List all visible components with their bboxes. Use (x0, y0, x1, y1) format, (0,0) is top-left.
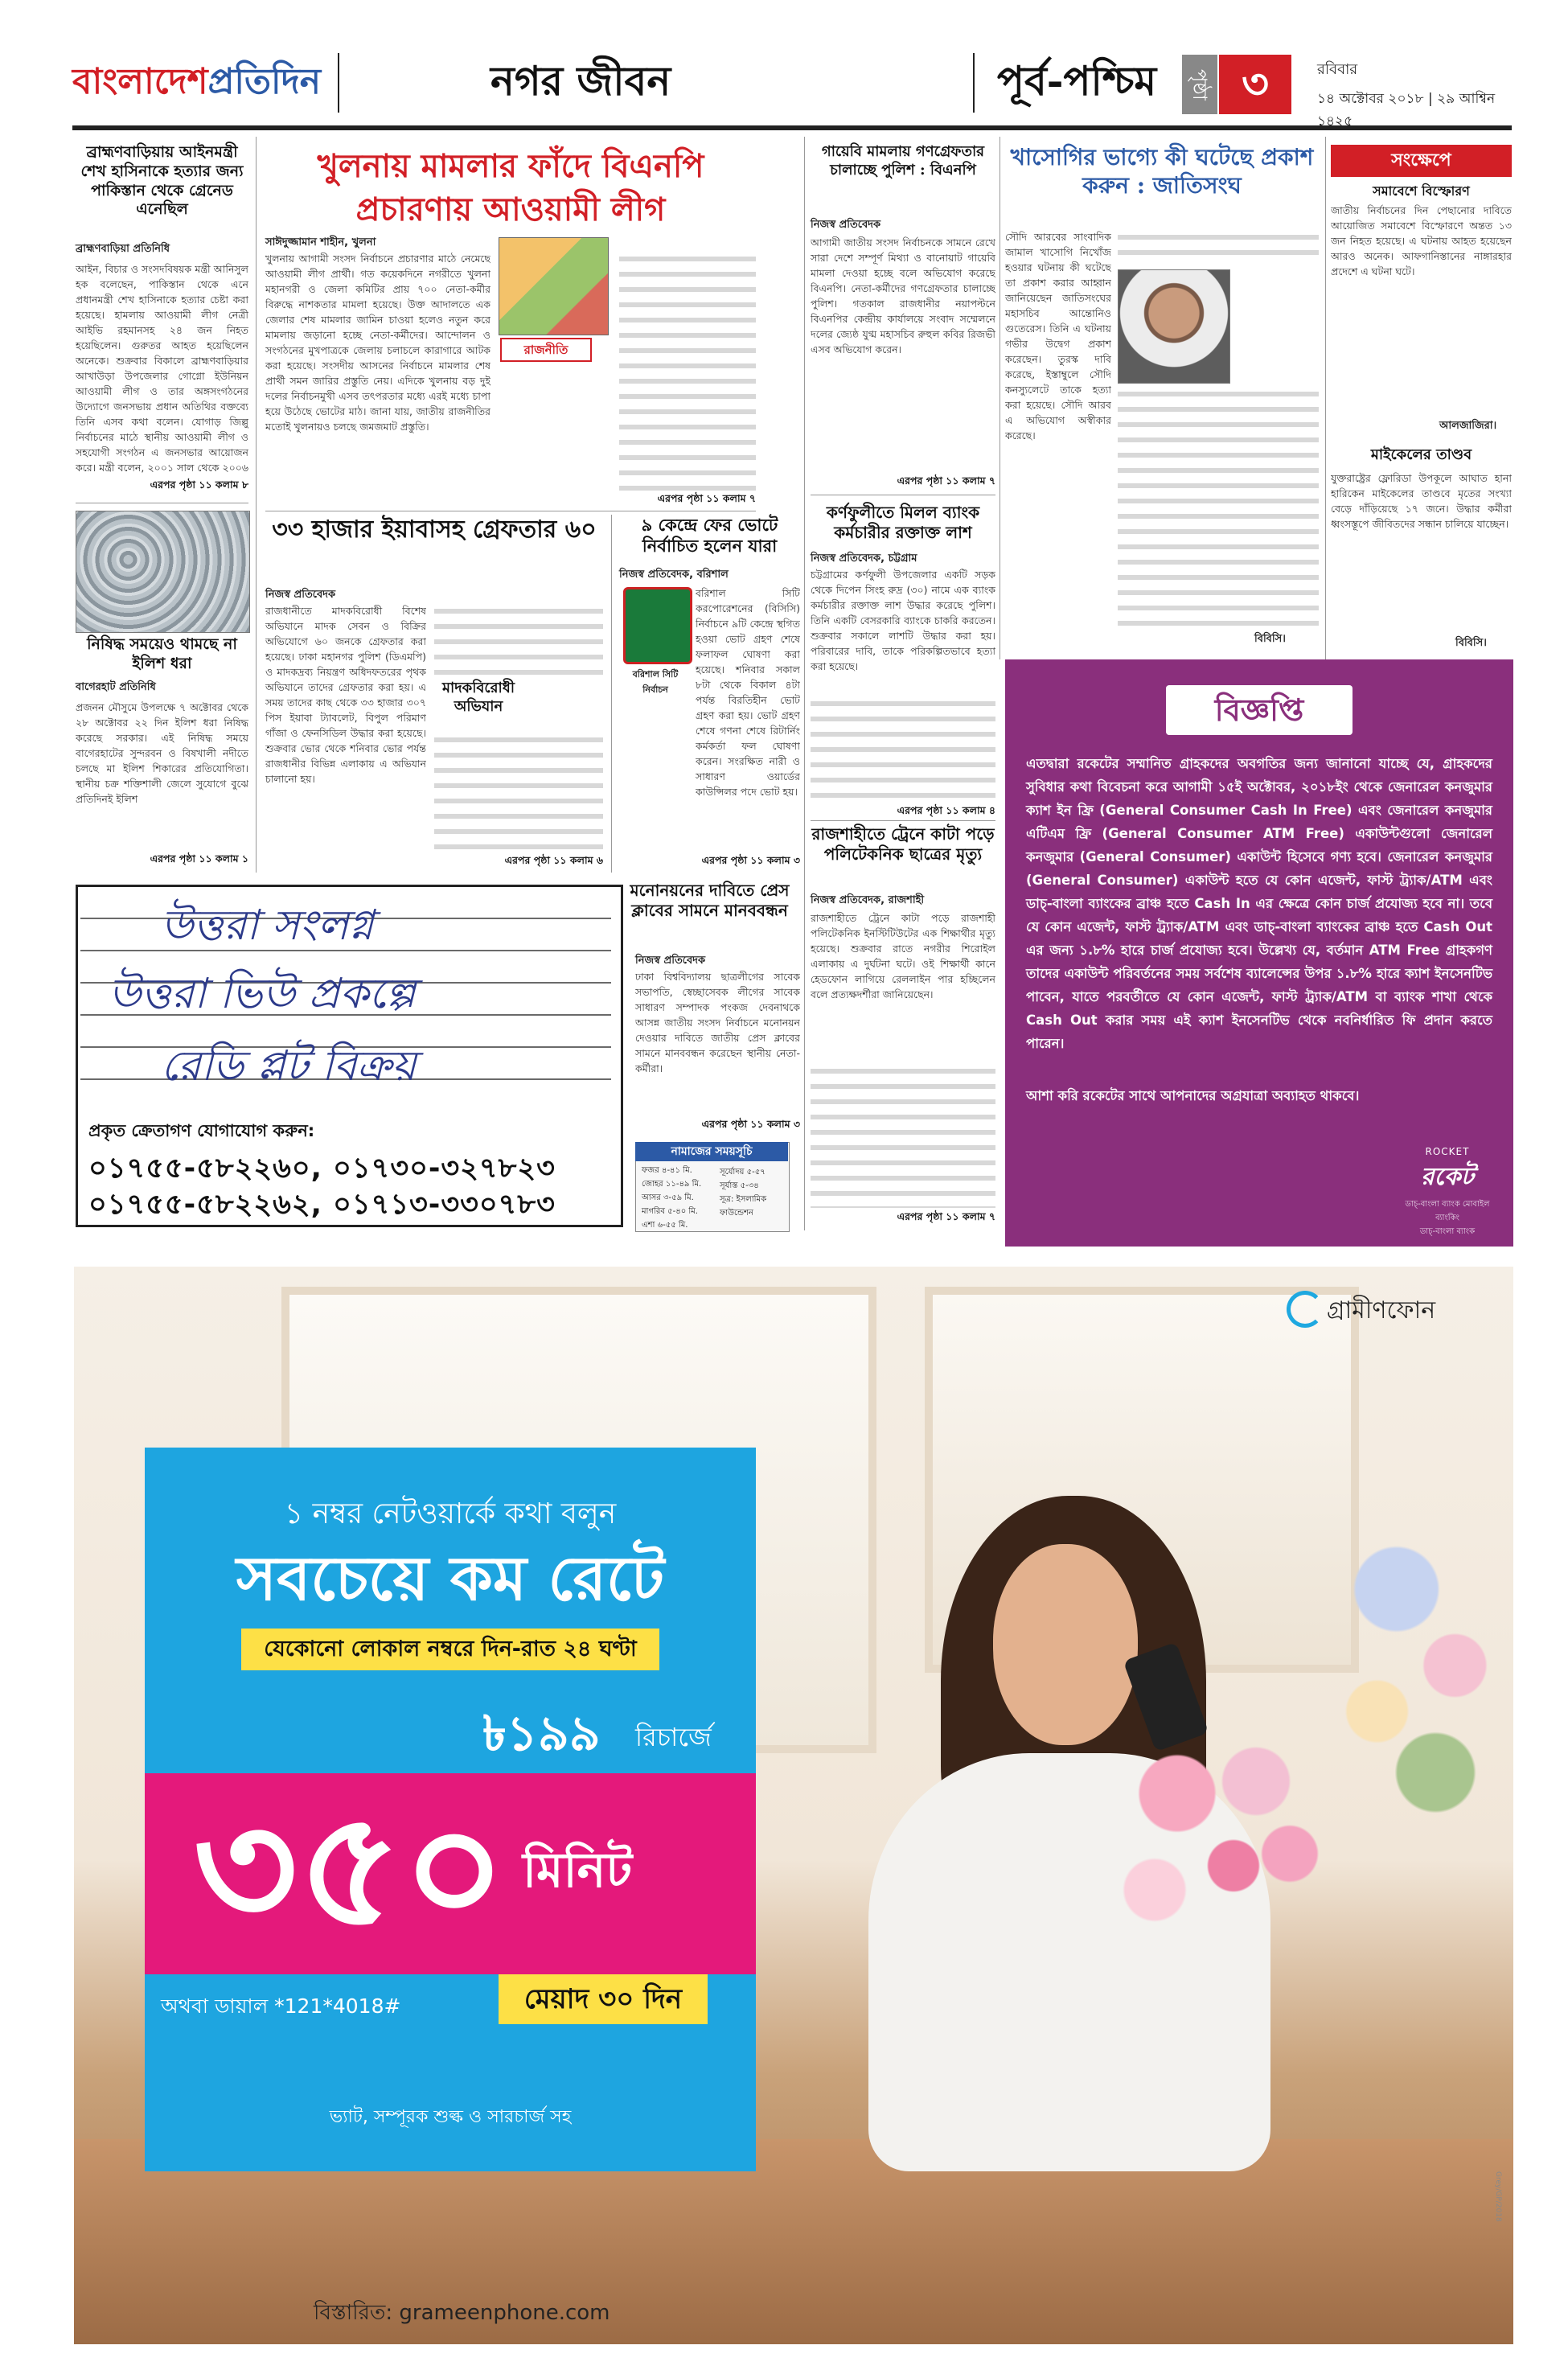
offer-price: ৳১৯৯ (482, 1706, 601, 1762)
prayer-row (642, 1178, 714, 1192)
prayer-time: ১১-৪৯ মি. (665, 1180, 702, 1189)
rocket-brand-sign: ডাচ্-বাংলা ব্যাংক (1419, 1227, 1476, 1236)
lead-body: খুলনায় আগামী সংসদ নির্বাচনে প্রচারণার মাঠে নেমেছে আওয়ামী লীগ প্রার্থী। গত কয়েকদিনে নগরীতে খুলনা মহানগরী ও জেলা কমিটির প্রায় ৭০০ নেতা-কর্মীর বিরুদ্ধে নাশকতার মামলা হয়েছে। উক্ত আদালতে এক জেলার শেষ মামলার জামিন চাওয়া হলেও নতুন করে মামলায় জড়ানো হচ্ছে নেতা-কর্মীদের। আন্দোলন ও সংগঠনের মুখপাত্রকে জেলায় চলাচলে কারাগারে আটক করা হয়েছে। সংসদীয় আসনের নির্বাচনে মামলার শেষ প্রার্থী সমন জারির প্রস্তুতি নেয়। এদিকে খুলনায় বড় দুই দলের নির্বাচনমুখী এসব তৎপরতার মধ্যে এরই মধ্যে চাপা হয়ে উঠেছে ভোটের মাঠ। জানা যায়, জাতীয় রাজনীতির মতোই খুলনায়ও চলছে জমজমাট প্রস্তুতি। (265, 253, 491, 433)
gp-logo-text[interactable]: গ্রামীণফোন (1327, 1296, 1436, 1325)
rajshahi-continued[interactable]: এরপর পৃষ্ঠা ১১ কলাম ৭ (897, 1210, 995, 1222)
brief-2-signoff: বিবিসি। (1455, 637, 1487, 649)
hilsa-story-body: প্রজনন মৌসুমে উপলক্ষে ৭ অক্টোবর থেকে ২৮ অক্টোবর ২২ দিন ইলিশ ধরা নিষিদ্ধ করেছে সরকার। এই নিষিদ্ধ সময়ে বাগেরহাটের সুন্দরবন ও বিষখালী নদীতে চলছে মা ইলিশ শিকারের প্রতিযোগিতা। স্থানীয় চক্র শক্তিশালী জেলে সুযোগে বুঝে প্রতিদিনই ইলিশ (76, 701, 248, 805)
left-story-byline: ব্রাহ্মণবাড়িয়া প্রতিনিধি (76, 243, 170, 255)
rocket-logo-en: ROCKET (1425, 1146, 1470, 1157)
rajshahi-body: রাজশাহীতে ট্রেনে কাটা পড়ে রাজশাহী পলিটেকনিক ইনস্টিটিউটের এক শিক্ষার্থীর মৃত্যু হয়েছে। শুক্রবার রাতে নগরীর শিরোইল এলাকায় এ দুর্ঘটনা ঘটে। ওই শিক্ষার্থী কানে হেডফোন লাগিয়ে রেললাইন পার হচ্ছিলেন বলে প্রত্যক্ষদর্শীরা জানিয়েছেন। (811, 912, 995, 1000)
newspaper-logo[interactable] (72, 55, 321, 113)
left-story-body: আইন, বিচার ও সংসদবিষয়ক মন্ত্রী আনিসুল হক বলেছেন, পাকিস্তান থেকে এনে প্রধানমন্ত্রী শেখ হাসিনাকে হত্যার চেষ্টা করা হয়েছে। হামলায় আওয়ামী লীগ নেত্রী আইভি রহমানসহ ২৪ জন নিহত হয়েছিলেন। গুরুতর আহত হয়েছিলেন অনেকে। শুক্রবার বিকালে ব্রাহ্মণবাড়িয়ার আখাউড়া উপজেলার গোগ্নো ইউনিয়ন আওয়ামী লীগ ও তার অঙ্গসংগঠনের উদ্যোগে জনসভায় প্রধান অতিথির বক্তব্যে তিনি এসব কথা বলেন। যোগাড় জিল্লু নির্বাচনের মাঠে স্থানীয় আওয়ামী লীগ ও সহযোগী সংগঠন এ জনসভার আয়োজন করে। মন্ত্রী বলেন, ২০০১ সাল থেকে ২০০৬ (76, 263, 248, 474)
prayer-times-table (642, 1164, 714, 1233)
prayer-time: ৩-৫৯ মি. (663, 1193, 694, 1202)
karnaphuli-body: চট্টগ্রামের কর্ণফুলী উপজেলার একটি সড়ক থেকে দিপেন সিংহ রুদ্র (৩০) নামে এক ব্যাংক কর্মচারীর রক্তাক্ত লাশ উদ্ধার করেছে পুলিশ। তিনি একটি বেসরকারি ব্যাংকে চাকরি করতেন। শুক্রবার সকালে লাশটি উদ্ধার করা হয়। পরিবারের দাবি, তাকে পরিকল্পিতভাবে হত্যা করা হয়েছে। (811, 569, 995, 672)
lead-continued[interactable]: এরপর পৃষ্ঠা ১১ কলাম ৭ (657, 492, 756, 504)
barishal-byline: নিজস্ব প্রতিবেদক, বরিশাল (619, 569, 729, 581)
vat-note: ভ্যাট, সম্পূরক শুল্ক ও সারচার্জ সহ (329, 2107, 572, 2127)
rocket-logo[interactable] (1399, 1146, 1496, 1236)
ad-line-3: রেডি প্লট বিক্রয় (161, 1042, 417, 1090)
khashoggi-body: সৌদি আরবের সাংবাদিক জামাল খাসোগি নিখোঁজ হওয়ার ঘটনায় কী ঘটেছে তা প্রকাশ করার আহ্বান জানিয়েছেন জাতিসংঘের মহাসচিব আন্তোনিও গুতেরেস। তিনি এ ঘটনায় গভীর উদ্বেগ প্রকাশ করেছেন। তুরস্ক দাবি করেছে, ইস্তাম্বুলে সৌদি কনস্যুলেটে তাকে হত্যা করা হয়েছে। সৌদি আরব এ অভিযোগ অস্বীকার করেছে। (1005, 231, 1111, 442)
khashoggi-headline[interactable]: খাসোগির ভাগ্যে কী ঘটেছে প্রকাশ করুন : জাতিসংঘ (1010, 144, 1314, 199)
hilsa-story-headline[interactable]: নিষিদ্ধ সময়েও থামছে না ইলিশ ধরা (87, 635, 237, 672)
ad-contact-label: প্রকৃত ক্রেতাগণ যোগাযোগ করুন: (88, 1121, 315, 1140)
prayer-name: এশা (642, 1221, 655, 1230)
gaibi-body: আগামী জাতীয় সংসদ নির্বাচনকে সামনে রেখে সারা দেশে সম্পূর্ণ মিথ্যা ও বানোয়াট গায়েবি মামলা দেওয়া হচ্ছে বলে অভিযোগ করেছে বিএনপি। নেতা-কর্মীদের গণগ্রেফতার চালাচ্ছে পুলিশ। গতকাল রাজধানীর নয়াপল্টনে বিএনপির কেন্দ্রীয় কার্যালয়ে সংবাদ সম্মেলনে দলের জ্যেষ্ঠ যুগ্ম মহাসচিব রুহুল কবির রিজভী এসব অভিযোগ করেন। (811, 236, 995, 355)
minutes-number: ৩৫০ (193, 1776, 507, 1963)
karnaphuli-byline: নিজস্ব প্রতিবেদক, চট্টগ্রাম (811, 552, 917, 565)
yaba-headline[interactable]: ৩৩ হাজার ইয়াবাসহ গ্রেফতার ৬০ (272, 515, 597, 544)
left-story-headline[interactable]: ব্রাহ্মণবাড়িয়ায় আইনমন্ত্রী শেখ হাসিনাকে হত্যার জন্য পাকিস্তান থেকে গ্রেনেড এনেছিল (80, 143, 244, 219)
hilsa-photo (76, 511, 250, 633)
press-headline[interactable]: মনোনয়নের দাবিতে প্রেস ক্লাবের সামনে মানববন্ধন (630, 881, 790, 920)
politics-badge: রাজনীতি (500, 338, 592, 362)
sunrise-label: সূর্যোদয় ৫-৫৭ (720, 1168, 766, 1177)
in-brief-label: সংক্ষেপে (1331, 145, 1512, 177)
barishal-body: বরিশাল সিটি করপোরেশনের (বিসিসি) নির্বাচনে ৯টি কেন্দ্রে স্থগিত হওয়া ভোট গ্রহণ শেষে ফলাফল ঘোষণা করা হয়েছে। শনিবার সকাল ৮টা থেকে বিকাল ৪টা পর্যন্ত বিরতিহীন ভোট গ্রহণ করা হয়। ভোট গ্রহণ শেষে গণনা শেষে রিটার্নিং কর্মকর্তা ফল ঘোষণা করেন। সংরক্ষিত নারী ও সাধারণ ওয়ার্ডের কাউন্সিলর পদে ভোট হয়। (696, 587, 800, 798)
prayer-row (642, 1192, 714, 1205)
prayer-times-title: নামাজের সময়সূচি (635, 1142, 788, 1161)
rajshahi-byline: নিজস্ব প্রতিবেদক, রাজশাহী (811, 894, 925, 906)
prayer-name: ফজর (642, 1166, 659, 1175)
press-body: ঢাকা বিশ্ববিদ্যালয় ছাত্রলীগের সাবেক সভাপতি, স্বেচ্ছাসেবক লীগের সাবেক সাধারণ সম্পাদক পংকজ দেবনাথকে আসন্ন জাতীয় সংসদ নির্বাচনে মনোনয়ন দেওয়ার দাবিতে জাতীয় প্রেস ক্লাবের সামনে মানববন্ধন করেছেন স্থানীয় নেতা-কর্মীরা। (635, 971, 800, 1074)
validity-badge: মেয়াদ ৩০ দিন (499, 1974, 708, 2024)
column-rule (256, 137, 257, 873)
rajshahi-body-more (811, 1063, 995, 1208)
brand-part-1: বাংলাদেশ (72, 61, 208, 102)
gp-website-link[interactable]: বিস্তারিত: grameenphone.com (314, 2301, 610, 2325)
brand-part-2: প্রতিদিন (207, 61, 321, 102)
yaba-subheadline: মাদকবিরোধী অভিযান (441, 680, 515, 715)
masthead-divider (338, 53, 339, 113)
ad-line-1: উত্তরা সংলগ্ন (161, 902, 374, 950)
page-number: ৩ (1219, 55, 1291, 114)
lead-body-column (619, 251, 756, 492)
hilsa-story-byline: বাগেরহাট প্রতিনিধি (76, 681, 156, 693)
prayer-name: আসর (642, 1193, 661, 1202)
lead-byline: সাঈদুজ্জামান শাহীন, খুলনা (265, 236, 376, 248)
ad-phones-1[interactable]: ০১৭৫৫-৫৮২২৬০, ০১৭৩০-৩২৭৮২৩ (88, 1152, 556, 1185)
khashoggi-photo (1118, 269, 1230, 384)
rocket-logo-bn: রকেট (1421, 1163, 1474, 1191)
prayer-name: মাগরিব (642, 1207, 665, 1216)
brief-1-signoff: আলজাজিরা। (1439, 420, 1497, 432)
flower-bouquet (1110, 1721, 1335, 1962)
prayer-source: সূত্র: ইসলামিক ফাউন্ডেশন (720, 1195, 767, 1218)
section-title: নগর জীবন (491, 57, 671, 105)
notice-title: বিজ্ঞপ্তি (1166, 685, 1353, 735)
lead-headline[interactable]: খুলনায় মামলার ফাঁদে বিএনপি প্রচারণায় আওয়ামী লীগ (317, 147, 704, 228)
brief-2-title[interactable]: মাইকেলের তাণ্ডব (1370, 446, 1472, 463)
issue-day: রবিবার (1317, 61, 1358, 78)
rajshahi-headline[interactable]: রাজশাহীতে ট্রেনে কাটা পড়ে পলিটেকনিক ছাত্রের মৃত্যু (811, 824, 995, 864)
yaba-body-column (434, 732, 603, 852)
khashoggi-body-col2 (1118, 386, 1319, 627)
gaibi-byline: নিজস্ব প্রতিবেদক (811, 219, 881, 231)
brief-2-body: যুক্তরাষ্ট্রের ফ্লোরিডা উপকূলে আঘাত হানা হারিকেন মাইকেলের তাণ্ডবে মৃতের সংখ্যা বেড়ে দাঁড়িয়েছে ১৭ জনে। উদ্ধার কর্মীরা ধ্বংসস্তূপে জীবিতদের সন্ধান চালিয়ে যাচ্ছেন। (1331, 472, 1512, 530)
issue-date: ১৪ অক্টোবর ২০১৮ | ২৯ আশ্বিন ১৪২৫ (1317, 91, 1496, 129)
karnaphuli-headline[interactable]: কর্ণফুলীতে মিলল ব্যাংক কর্মচারীর রক্তাক্ত লাশ (826, 503, 980, 542)
bcc-logo-icon (623, 587, 692, 664)
rocket-tagline: ডাচ্-বাংলা ব্যাংক মোবাইল ব্যাংকিং (1405, 1200, 1490, 1222)
prayer-name: জোহর (642, 1180, 663, 1189)
yaba-body: রাজধানীতে মাদকবিরোধী বিশেষ অভিযানে মাদক সেবন ও বিক্রির অভিযোগে ৬০ জনকে গ্রেফতার করা হয়েছে। ঢাকা মহানগর পুলিশ (ডিএমপি) ও মাদকদ্রব্য নিয়ন্ত্রণ অধিদফতরের পৃথক অভিযানে তাদের গ্রেফতার করা হয়। এ সময় তাদের কাছ থেকে ৩৩ হাজার ৩০৭ পিস ইয়াবা ট্যাবলেট, বিপুল পরিমাণ গাঁজা ও ফেনসিডিল উদ্ধার করা হয়েছে। শুক্রবার ভোর থেকে শনিবার ভোর পর্যন্ত রাজধানীর বিভিন্ন এলাকায় এ অভিযান চালানো হয়। (265, 605, 426, 785)
notice-closing: আশা করি রকেটের সাথে আপনাদের অগ্রযাত্রা অব্যাহত থাকবে। (1026, 1088, 1360, 1103)
minutes-word: মিনিট (523, 1842, 633, 1899)
column-rule (611, 515, 612, 873)
gaibi-headline[interactable]: গায়েবি মামলায় গণগ্রেফতার চালাচ্ছে পুলিশ : বিএনপি (821, 143, 985, 179)
gp-logo-icon (1287, 1291, 1324, 1328)
ad-credit: Grey/GP/2018 (1494, 2171, 1502, 2222)
column-rule (1325, 137, 1326, 659)
notice-body: এতদ্বারা রকেটের সম্মানিত গ্রাহকদের অবগতির জন্য জানানো যাচ্ছে যে, গ্রাহকদের সুবিধার কথা বিবেচনা করে আগামী ১৫ই অক্টোবর, ২০১৮ইং থেকে জেনারেল কনজুমার ক্যাশ ইন ফ্রি (General Consumer Cash In Free) এবং জেনারেল কনজুমার এটিএম ফ্রি (General Consumer ATM Free) একাউন্টগুলো জেনারেল কনজুমার (General Consumer) একাউন্ট হিসেবে গণ্য হবে। জেনারেল কনজুমার (General Consumer) একাউন্ট হতে যে কোন এজেন্ট, ফাস্ট ট্র্যাক/ATM এবং ডাচ্-বাংলা ব্যাংকের ব্রাঞ্চ হতে Cash In এর ক্ষেত্রে কোন চার্জ প্রযোজ্য হবে না। তবে যে কোন এজেন্ট, ফাস্ট ট্র্যাক/ATM এবং ডাচ্-বাংলা ব্যাংকের ব্রাঞ্চ হতে Cash Out এর জন্য ১.৮% হারে চার্জ প্রযোজ্য হবে। উল্লেখ্য যে, বর্তমান ATM Free গ্রাহকগণ তাদের একাউন্ট পরিবর্তনের সময় সর্বশেষ ব্যালেন্সের উপর ১.৮% হারে ক্যাশ ইনসেনটিভ পাবেন, যাতে পরবর্তীতে যে কোন এজেন্ট, ফাস্ট ট্র্যাক/ATM বা ব্যাংক শাখা থেকে Cash Out করার সময় এই ক্যাশ ইনসেনটিভ থেকে নবনির্ধারিত ফি প্রদান করতে পারেন। (1026, 756, 1492, 1051)
prayer-row (642, 1205, 714, 1219)
press-continued[interactable]: এরপর পৃষ্ঠা ১১ কলাম ৩ (701, 1118, 800, 1130)
gaibi-continued[interactable]: এরপর পৃষ্ঠা ১১ কলাম ৭ (897, 474, 995, 487)
barishal-continued[interactable]: এরপর পৃষ্ঠা ১১ কলাম ৩ (701, 854, 800, 866)
karnaphuli-body-more (811, 696, 995, 804)
prayer-time: ৬-৫৫ মি. (657, 1221, 688, 1230)
offer-banner: যেকোনো লোকাল নম্বরে দিন-রাত ২৪ ঘণ্টা (241, 1629, 659, 1670)
flower-vase (1319, 1528, 1513, 1834)
column-rule (999, 137, 1000, 659)
offer-headline-2: সবচেয়ে কম রেটে (236, 1542, 665, 1614)
prayer-row (642, 1164, 714, 1178)
yaba-byline: নিজস্ব প্রতিবেদক (265, 589, 336, 601)
brief-1-body: জাতীয় নির্বাচনের দিন পেছানোর দাবিতে আয়োজিত সমাবেশে বিস্ফোরণে অন্তত ১৩ জন নিহত হয়েছে। এ ঘটনায় আহত হয়েছেন আরও অনেক। আফগানিস্তানের নাঙ্গারহার প্রদেশে এ ঘটনা ঘটে। (1331, 204, 1512, 277)
brief-1-title[interactable]: সমাবেশে বিস্ফোরণ (1373, 183, 1470, 199)
prayer-sun-times (720, 1166, 786, 1221)
press-byline: নিজস্ব প্রতিবেদক (635, 955, 706, 967)
sunset-label: সূর্যাস্ত ৫-৩৪ (720, 1181, 759, 1190)
ad-line-2: উত্তরা ভিউ প্রকল্পে (109, 970, 416, 1018)
election-illustration (499, 237, 609, 335)
prayer-row (642, 1219, 714, 1233)
yaba-body-column (434, 603, 603, 676)
page-word: পৃষ্ঠা (1182, 55, 1217, 114)
barishal-caption: বরিশাল সিটি নির্বাচন (632, 669, 679, 695)
left-story-continued[interactable]: এরপর পৃষ্ঠা ১১ কলাম ৮ (150, 478, 248, 491)
prayer-time: ৪-৪১ মি. (661, 1166, 692, 1175)
masthead (72, 48, 1512, 130)
dial-code: অথবা ডায়াল *121*4018# (161, 1994, 401, 2018)
offer-headline-1: ১ নম্বর নেটওয়ার্কে কথা বলুন (284, 1497, 617, 1530)
model-face (993, 1544, 1138, 1745)
column-rule (804, 137, 805, 1230)
barishal-headline[interactable]: ৯ কেন্দ্রে ফের ভোটে নির্বাচিত হলেন যারা (641, 515, 778, 557)
hilsa-story-continued[interactable]: এরপর পৃষ্ঠা ১১ কলাম ১ (150, 852, 248, 865)
yaba-continued[interactable]: এরপর পৃষ্ঠা ১১ কলাম ৬ (504, 854, 603, 866)
masthead-divider (973, 53, 975, 113)
ad-phones-2[interactable]: ০১৭৫৫-৫৮২২৬২, ০১৭১৩-৩৩০৭৮৩ (88, 1189, 556, 1221)
karnaphuli-continued[interactable]: এরপর পৃষ্ঠা ১১ কলাম ৪ (897, 804, 995, 816)
khashoggi-body-col2 (1118, 229, 1319, 265)
offer-recharge-label: রিচার্জে (635, 1722, 712, 1752)
khashoggi-signoff: বিবিসি। (1254, 633, 1286, 645)
prayer-time: ৫-৪০ মি. (667, 1207, 698, 1216)
page-section-title: পূর্ব-পশ্চিম (997, 57, 1157, 105)
divider (811, 820, 995, 821)
